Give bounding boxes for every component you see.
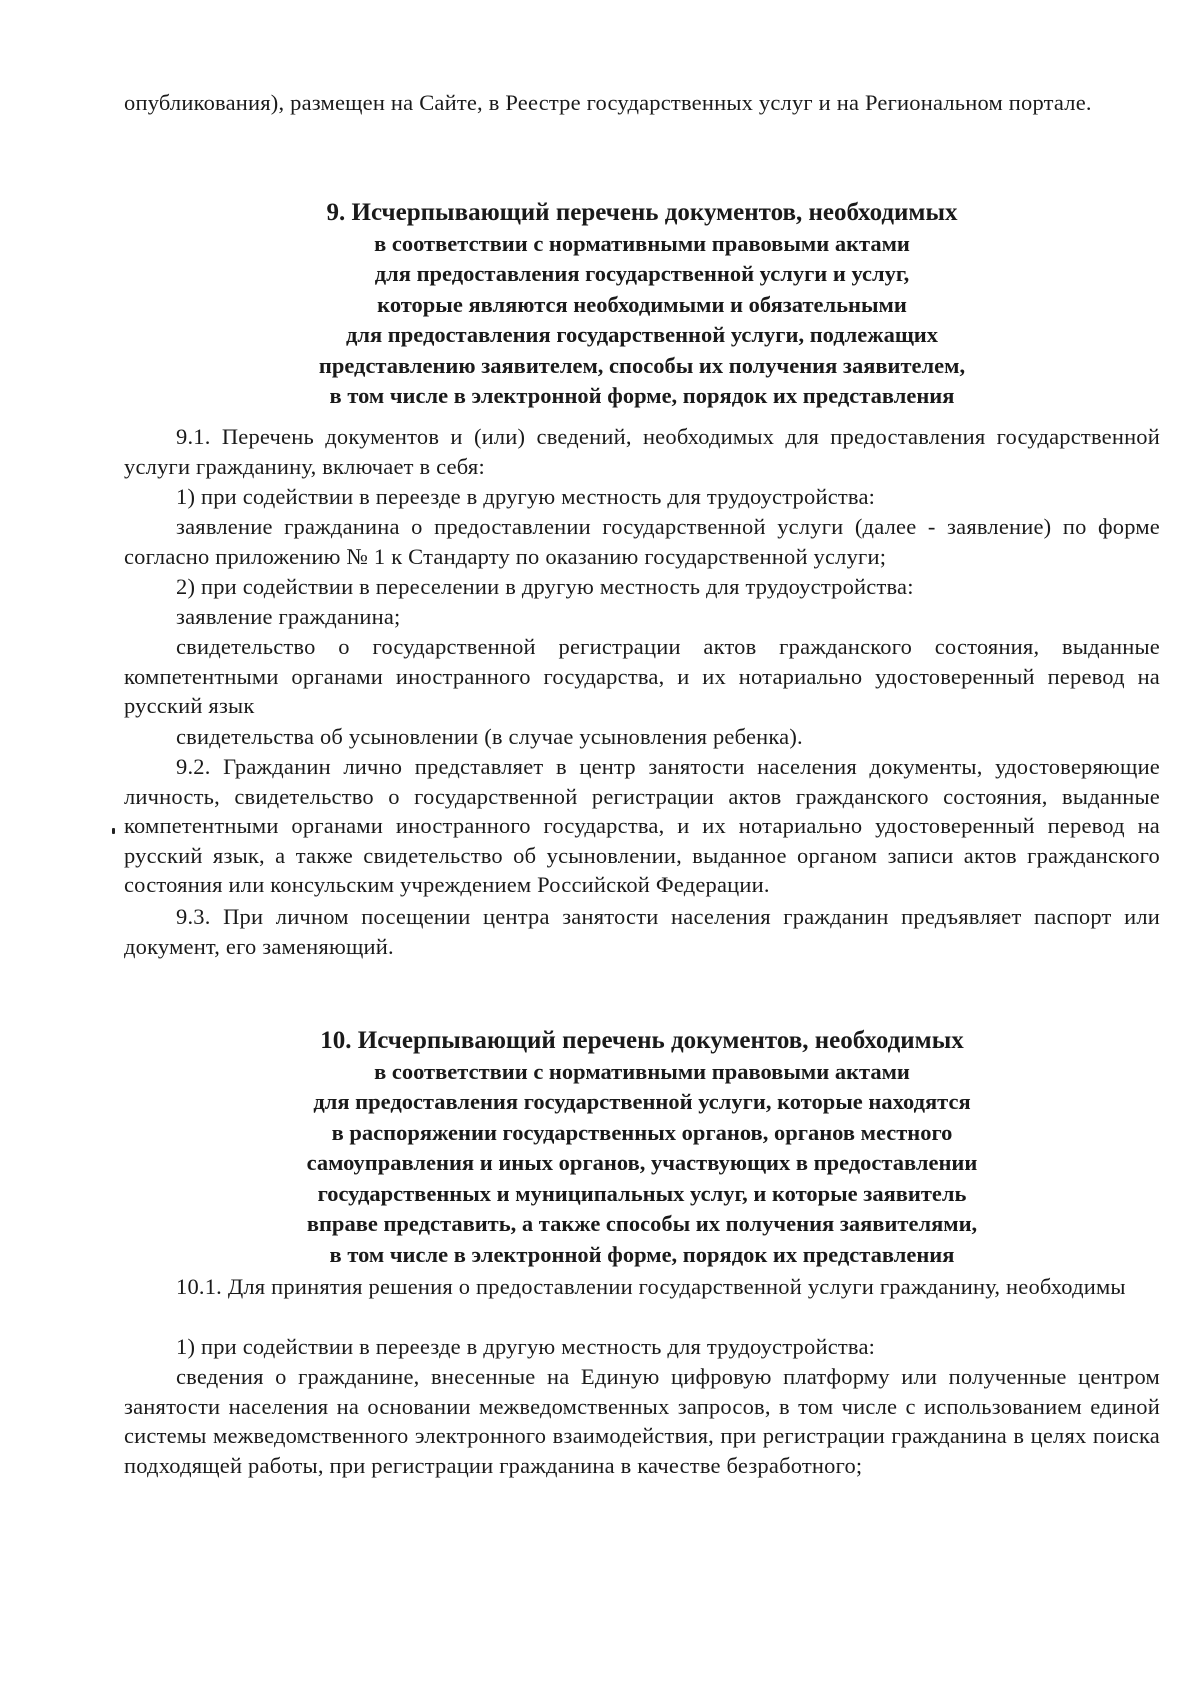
heading-line: 9. Исчерпывающий перечень документов, необходимых	[326, 199, 958, 226]
paragraph-9-1-adoption: свидетельства об усыновлении (в случае усыновления ребенка).	[176, 724, 803, 749]
heading-line: государственных и муниципальных услуг, и которые заявитель	[317, 1180, 967, 1206]
heading-line: для предоставления государственной услуги, которые находятся	[313, 1089, 971, 1114]
heading-line: 10. Исчерпывающий перечень документов, необходимых	[320, 1027, 964, 1054]
heading-line: которые являются необходимыми и обязательными	[377, 291, 907, 317]
paragraph-9-2: 9.2. Гражданин лично представляет в центр занятости населения документы, удостоверяющие личность, свидетельство о государственной регистрации актов гражданского состояния, выданные компетентными органами иностранного государства, и их нотариально удостоверенный перевод на русский язык, а также свидетельство об усыновлении, выданное органом записи актов гражданского состояния или консульским учреждением Российской Федерации.	[124, 754, 1160, 897]
paragraph-9-1-item-1: 1) при содействии в переезде в другую местность для трудоустройства:	[176, 484, 876, 509]
scan-artifact-mark	[112, 828, 115, 834]
paragraph-9-1-item-2: 2) при содействии в переселении в другую местность для трудоустройства:	[176, 574, 914, 599]
paragraph-9-1-application-short: заявление гражданина;	[176, 604, 401, 629]
heading-line: для предоставления государственной услуги и услуг,	[374, 261, 910, 286]
paragraph-10-1-item-1: 1) при содействии в переезде в другую местность для трудоустройства:	[176, 1334, 876, 1359]
heading-line: в соответствии с нормативными правовыми актами	[374, 230, 910, 256]
heading-line: самоуправления и иных органов, участвующих в предоставлении	[306, 1150, 978, 1175]
section-10-heading	[124, 1026, 1160, 1270]
paragraph-10-1: 10.1. Для принятия решения о предоставлении государственной услуги гражданину, необходимы	[176, 1274, 1126, 1299]
heading-line: для предоставления государственной услуги, подлежащих	[345, 322, 939, 347]
section-9-heading	[124, 198, 1160, 412]
paragraph-9-1: 9.1. Перечень документов и (или) сведений, необходимых для предоставления государственной услуги гражданину, включает в себя:	[124, 424, 1160, 479]
paragraph-9-1-application: заявление гражданина о предоставлении государственной услуги (далее - заявление) по форме согласно приложению № 1 к Стандарту по оказанию государственной услуги;	[124, 514, 1160, 569]
paragraph-9-1-certificate: свидетельство о государственной регистрации актов гражданского состояния, выданные компетентными органами иностранного государства, и их нотариально удостоверенный перевод на русский язык	[124, 634, 1160, 718]
paragraph-10-1-info: сведения о гражданине, внесенные на Единую цифровую платформу или полученные центром занятости населения на основании межведомственных запросов, в том числе с использованием единой системы межведомственного электронного взаимодействия, при регистрации гражданина в целях поиска подходящей работы, при регистрации гражданина в качестве безработного;	[124, 1364, 1160, 1478]
paragraph-9-3: 9.3. При личном посещении центра занятости населения гражданин предъявляет паспорт или документ, его заменяющий.	[124, 904, 1160, 959]
heading-line: в том числе в электронной форме, порядок их представления	[329, 383, 955, 408]
heading-line: в том числе в электронной форме, порядок их представления	[329, 1241, 955, 1267]
heading-line: в соответствии с нормативными правовыми актами	[374, 1058, 910, 1084]
heading-line: представлению заявителем, способы их получения заявителем,	[318, 352, 966, 378]
heading-line: вправе представить, а также способы их получения заявителями,	[306, 1211, 978, 1236]
heading-line: в распоряжении государственных органов, органов местного	[331, 1119, 953, 1145]
top-fragment-paragraph: опубликования), размещен на Сайте, в Реестре государственных услуг и на Региональном портале.	[124, 90, 1092, 115]
